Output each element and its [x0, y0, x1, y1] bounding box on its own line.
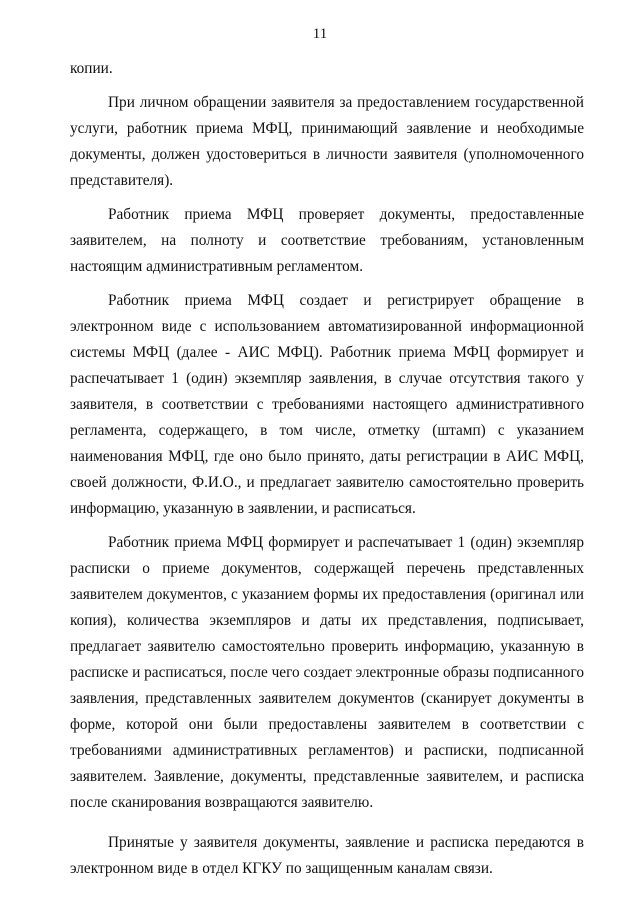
paragraph-document-check: Работник приема МФЦ проверяет документы, предоставленные заявителем, на полноту и соответствие требованиям, установленным настоящим административным регламентом. [70, 206, 584, 275]
paragraph-receipt: Работник приема МФЦ формирует и распечатывает 1 (один) экземпляр расписки о приеме документов, содержащей перечень представленных заявителем документов, с указанием формы их предоставления (оригинал или копия), количества экземпляров и даты их представления, подписывает, предлагает заявителю самостоятельно проверить информацию, указанную в расписке и расписаться, после чего создает электронные образы подписанного заявления, представленных заявителем документов (сканирует документы в форме, которой они были предоставлены заявителем в соответствии с требованиями административных регламентов) и расписки, подписанной заявителем. Заявление, документы, представленные заявителем, и расписка после сканирования возвращаются заявителю. [70, 534, 584, 811]
document-body [70, 56, 584, 882]
page-number: 11 [312, 26, 328, 42]
paragraph-continuation: копии. [70, 60, 113, 77]
paragraph-transfer: Принятые у заявителя документы, заявление и расписка передаются в электронном виде в отдел КГКУ по защищенным каналам связи. [70, 834, 584, 877]
paragraph-registration: Работник приема МФЦ создает и регистрирует обращение в электронном виде с использованием автоматизированной информационной системы МФЦ (далее - АИС МФЦ). Работник приема МФЦ формирует и распечатывает 1 (один) экземпляр заявления, в случае отсутствия такого у заявителя, в соответствии с требованиями настоящего административного регламента, содержащего, в том числе, отметку (штамп) с указанием наименования МФЦ, где оно было принято, даты регистрации в АИС МФЦ, своей должности, Ф.И.О., и предлагает заявителю самостоятельно проверить информацию, указанную в заявлении, и расписаться. [70, 292, 584, 517]
paragraph-identity-check: При личном обращении заявителя за предоставлением государственной услуги, работник приема МФЦ, принимающий заявление и необходимые документы, должен удостовериться в личности заявителя (уполномоченного представителя). [70, 94, 584, 189]
